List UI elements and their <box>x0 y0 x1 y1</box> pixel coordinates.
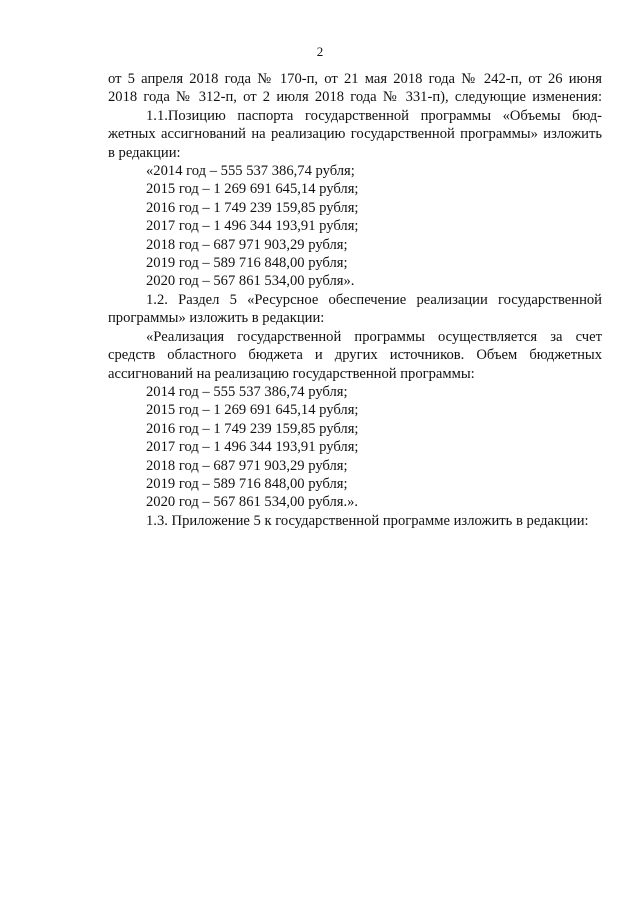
list-item: 2019 год – 589 716 848,00 рубля; <box>146 255 348 272</box>
list-item: 2020 год – 567 861 534,00 рубля.». <box>146 494 359 511</box>
budget-list-1 <box>108 162 602 291</box>
list-item: 2015 год – 1 269 691 645,14 рубля; <box>146 181 359 198</box>
intro-line-1: от 5 апреля 2018 года № 170-п, от 21 мая 2018 года № 242-п, от 26 июня <box>108 71 602 87</box>
list-item: 2019 год – 589 716 848,00 рубля; <box>146 475 348 492</box>
item-1-1-line-1: 1.1.Позицию паспорта государственной программы «Объемы бюд- <box>146 107 602 124</box>
list-item: 2015 год – 1 269 691 645,14 рубля; <box>146 402 359 419</box>
intro-line-2: 2018 года № 312-п, от 2 июля 2018 года № 331-п), следующие изменения: <box>108 89 602 106</box>
list-item: 2018 год – 687 971 903,29 рубля; <box>146 236 348 253</box>
page-number: 2 <box>316 44 324 59</box>
item-1-1-line-3: в редакции: <box>108 144 181 161</box>
budget-list-2 <box>108 383 602 512</box>
quote-line-1: «Реализация государственной программы осуществляется за счет <box>146 328 602 345</box>
list-item: «2014 год – 555 537 386,74 рубля; <box>146 163 355 180</box>
item-1-2-line-2: программы» изложить в редакции: <box>108 310 325 327</box>
item-1-1-line-2: жетных ассигнований на реализацию государственной программы» изложить <box>108 126 602 143</box>
quote-line-3: ассигнований на реализацию государственной программы: <box>108 365 475 382</box>
list-item: 2020 год – 567 861 534,00 рубля». <box>146 273 355 290</box>
list-item: 2016 год – 1 749 239 159,85 рубля; <box>146 199 359 216</box>
item-1-2-line-1: 1.2. Раздел 5 «Ресурсное обеспечение реализации государственной <box>146 291 602 308</box>
quote-line-2: средств областного бюджета и других источников. Объем бюджетных <box>108 347 602 364</box>
list-item: 2017 год – 1 496 344 193,91 рубля; <box>146 218 359 235</box>
list-item: 2016 год – 1 749 239 159,85 рубля; <box>146 420 359 437</box>
list-item: 2018 год – 687 971 903,29 рубля; <box>146 457 348 474</box>
list-item: 2014 год – 555 537 386,74 рубля; <box>146 383 348 400</box>
document-body <box>108 70 602 530</box>
item-1-3: 1.3. Приложение 5 к государственной программе изложить в редакции: <box>146 512 589 529</box>
list-item: 2017 год – 1 496 344 193,91 рубля; <box>146 439 359 456</box>
